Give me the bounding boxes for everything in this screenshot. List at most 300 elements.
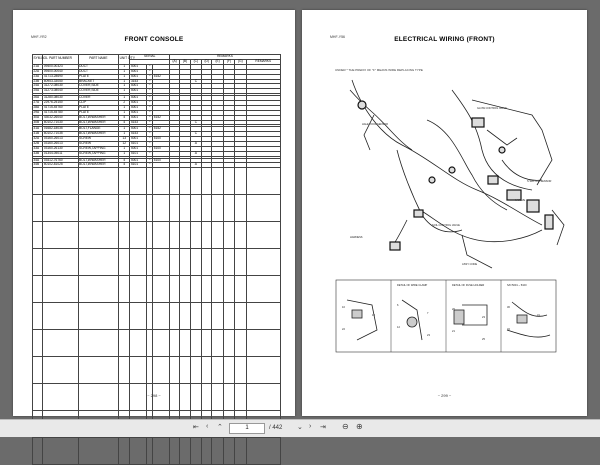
cell-symbol: 34A — [33, 158, 43, 163]
cell-serial-from: 5001 — [130, 64, 147, 69]
cell-symbol: 22A — [33, 69, 43, 74]
cell-serial-from: 5001 — [130, 84, 147, 89]
blank-cell — [246, 438, 280, 465]
viewer-toolbar — [0, 419, 600, 437]
cell-part-name: PLATE — [78, 74, 118, 79]
cell-part-number: 03160-26013 — [43, 137, 78, 142]
cell-serial-sep: ~ — [147, 115, 153, 120]
cell-serial-sep: ~ — [147, 132, 153, 137]
first-page-icon[interactable]: ⇤ — [193, 424, 199, 431]
cell-symbol: 30A — [33, 115, 43, 120]
blank-cell — [169, 276, 179, 303]
blank-cell — [202, 330, 212, 357]
blank-cell — [202, 303, 212, 330]
blank-cell — [119, 276, 130, 303]
header-part-number: PART NUMBER — [43, 55, 78, 65]
cell-serial-sep: ~ — [147, 120, 153, 125]
cell-serial-sep: ~ — [147, 110, 153, 115]
cell-serial-to: 5152 — [153, 127, 170, 132]
cell-symbol: 26A — [33, 96, 43, 101]
blank-cell — [43, 276, 78, 303]
detail-drawings — [347, 300, 550, 340]
blank-cell — [33, 303, 43, 330]
cell-part-number: 09400-00040 — [43, 69, 78, 74]
blank-cell — [43, 438, 78, 465]
blank-cell — [78, 357, 118, 384]
page-up-icon[interactable]: ⌃ — [217, 424, 223, 431]
label-glow-control-valve: GLOW CONTROL VALVE — [477, 107, 507, 110]
cell-serial-from: 5101 — [130, 151, 147, 156]
cell-remark-c: C — [190, 79, 201, 84]
cell-serial-from: 5001 — [130, 89, 147, 94]
cell-serial-sep: ~ — [147, 127, 153, 132]
cell-part-number: 03160-26013 — [43, 142, 78, 147]
cell-serial-sep: ~ — [147, 146, 153, 151]
blank-cell — [33, 357, 43, 384]
blank-cell — [235, 195, 246, 222]
left-page — [13, 10, 295, 416]
detail-2-title: DETAIL OF WIRE CLAMP — [397, 284, 428, 287]
blank-cell — [223, 168, 234, 195]
cell-symbol: 32B — [33, 142, 43, 147]
cell-part-name: BOLT,W/WASHER — [78, 132, 118, 137]
blank-cell — [212, 222, 223, 249]
blank-cell — [235, 222, 246, 249]
diagram-note: UNDER * THE PREFIX OF "F" MEANS WIRE REPLACING TYPE — [335, 68, 423, 72]
blank-cell — [153, 357, 170, 384]
cell-unit-qty: 4 — [119, 120, 130, 125]
cell-part-number: 41715-45780 — [43, 110, 78, 115]
cell-serial-sep: ~ — [147, 142, 153, 147]
right-page — [302, 10, 587, 416]
cell-unit-qty: 2 — [119, 100, 130, 105]
cell-part-number: 01344-05011 — [43, 151, 78, 156]
cell-unit-qty: 1 — [119, 64, 130, 69]
cell-serial-sep: ~ — [147, 151, 153, 156]
page-number: ~ 298 ~ — [147, 393, 161, 398]
cell-unit-qty: 1 — [119, 84, 130, 89]
header-serial: SERIAL — [130, 55, 169, 60]
blank-cell — [153, 222, 170, 249]
blank-cell — [169, 249, 179, 276]
cell-serial-to: 5100 — [153, 137, 170, 142]
cell-remark-c: C — [190, 120, 201, 125]
last-page-icon[interactable]: ⇥ — [320, 424, 326, 431]
callout-number: 6 — [397, 304, 399, 307]
table-row-blank — [33, 168, 281, 195]
blank-cell — [130, 303, 147, 330]
blank-cell — [130, 330, 147, 357]
blank-cell — [43, 222, 78, 249]
blank-cell — [190, 276, 201, 303]
cell-part-name: SCREW — [78, 142, 118, 147]
blank-cell — [119, 438, 130, 465]
callout-number: 31 — [537, 314, 540, 317]
blank-cell — [180, 330, 190, 357]
cell-part-number: 43032-26040 — [43, 115, 78, 120]
parts-table — [32, 54, 281, 465]
cell-symbol: 28A — [33, 105, 43, 110]
blank-cell — [78, 303, 118, 330]
cell-symbol: 31B — [33, 132, 43, 137]
blank-cell — [235, 303, 246, 330]
label-a-valve: A VALVE — [515, 199, 526, 202]
cell-symbol: 24A — [33, 84, 43, 89]
blank-cell — [169, 168, 179, 195]
cell-unit-qty: 4 — [119, 115, 130, 120]
blank-cell — [212, 195, 223, 222]
wiring-diagram — [302, 10, 587, 416]
total-pages: / 442 — [269, 425, 283, 431]
cell-part-name: DUCT — [78, 64, 118, 69]
blank-cell — [33, 195, 43, 222]
cell-symbol: 33B — [33, 151, 43, 156]
blank-cell — [246, 330, 280, 357]
cell-unit-qty: 1 — [119, 105, 130, 110]
blank-cell — [130, 222, 147, 249]
blank-cell — [180, 303, 190, 330]
blank-cell — [202, 357, 212, 384]
blank-cell — [190, 249, 201, 276]
cell-unit-qty: 1 — [119, 151, 130, 156]
cell-part-name: COVER,SIDE — [78, 89, 118, 94]
page-title: ELECTRICAL WIRING (FRONT) — [394, 36, 495, 43]
blank-cell — [212, 303, 223, 330]
cell-part-name: COVER — [78, 96, 118, 101]
header-sub-a: (A) — [169, 59, 179, 64]
cell-serial-sep: ~ — [147, 163, 153, 168]
cell-symbol: 23A — [33, 74, 43, 79]
blank-cell — [246, 168, 280, 195]
cell-part-name: CLIP — [78, 100, 118, 105]
header-sub-f: (F) — [223, 59, 234, 64]
cell-remark-c: A — [190, 151, 201, 156]
blank-cell — [180, 249, 190, 276]
blank-cell — [33, 276, 43, 303]
blank-cell — [202, 168, 212, 195]
blank-cell — [169, 357, 179, 384]
cell-symbol: 25A — [33, 89, 43, 94]
blank-cell — [153, 195, 170, 222]
cell-unit-qty: 1 — [119, 69, 130, 74]
blank-cell — [180, 195, 190, 222]
cell-serial-sep: ~ — [147, 74, 153, 79]
blank-cell — [43, 249, 78, 276]
cell-symbol: 29A — [33, 110, 43, 115]
callout-number: 12 — [397, 326, 400, 329]
cell-part-name: BOLT,W/WASHER — [78, 120, 118, 125]
blank-cell — [212, 357, 223, 384]
cell-serial-sep: ~ — [147, 96, 153, 101]
cell-serial-sep: ~ — [147, 158, 153, 163]
cell-serial-sep: ~ — [147, 105, 153, 110]
cell-serial-sep: ~ — [147, 69, 153, 74]
cell-serial-from: 5101 — [130, 142, 147, 147]
blank-cell — [190, 222, 201, 249]
blank-cell — [169, 303, 179, 330]
header-unit-qty: UNIT Q'TY — [119, 55, 130, 65]
blank-cell — [153, 168, 170, 195]
zoom-out-icon[interactable]: ⊖ — [342, 422, 349, 431]
page-code: MHF-YR2 — [31, 35, 47, 39]
header-remarks: REMARKS — [169, 55, 280, 60]
blank-cell — [119, 330, 130, 357]
blank-cell — [43, 357, 78, 384]
blank-cell — [190, 168, 201, 195]
cell-symbol: 33A — [33, 146, 43, 151]
cell-serial-from: 5001 — [130, 115, 147, 120]
cell-remark-c: A — [190, 163, 201, 168]
callout-number: 23 — [427, 334, 430, 337]
cell-symbol: 31A — [33, 127, 43, 132]
cell-part-number: 60102-71030 — [43, 120, 78, 125]
cell-serial-from: 5153 — [130, 132, 147, 137]
callout-number: 10 — [342, 306, 345, 309]
page-code: MHF-Y56 — [330, 35, 345, 39]
blank-cell — [190, 438, 201, 465]
blank-cell — [223, 222, 234, 249]
cell-serial-from: 5153 — [130, 120, 147, 125]
cell-unit-qty: 13 — [119, 137, 130, 142]
table-row-blank — [33, 222, 281, 249]
blank-cell — [180, 222, 190, 249]
blank-cell — [212, 438, 223, 465]
blank-cell — [33, 249, 43, 276]
cell-remark-c: C — [190, 132, 201, 137]
blank-cell — [202, 438, 212, 465]
blank-cell — [202, 249, 212, 276]
label-hale-tool-sensor: HALE TOOL SENSOR — [362, 123, 389, 126]
blank-cell — [130, 438, 147, 465]
cell-part-number: 03412-76760 — [43, 158, 78, 163]
blank-cell — [78, 330, 118, 357]
blank-cell — [180, 357, 190, 384]
cell-serial-from: 5001 — [130, 105, 147, 110]
cell-symbol: 27A — [33, 100, 43, 105]
blank-cell — [246, 276, 280, 303]
cell-unit-qty: 12 — [119, 142, 130, 147]
label-soil-control-valve: SOIL CONTROL VALVE — [432, 224, 460, 227]
cell-part-name: COVER,SIDE — [78, 84, 118, 89]
cell-unit-qty: 1 — [119, 74, 130, 79]
cell-serial-from: 5001 — [130, 127, 147, 132]
blank-cell — [190, 303, 201, 330]
cell-part-name: PLATE — [78, 105, 118, 110]
blank-cell — [130, 276, 147, 303]
cell-serial-to: 5100 — [153, 158, 170, 163]
cell-serial-sep: ~ — [147, 89, 153, 94]
blank-cell — [169, 222, 179, 249]
blank-cell — [235, 276, 246, 303]
blank-cell — [153, 438, 170, 465]
cell-unit-qty: 1 — [119, 132, 130, 137]
cell-part-name: BOLT,W/WASHER — [78, 158, 118, 163]
blank-cell — [246, 249, 280, 276]
cell-part-number: 31272-08030 — [43, 84, 78, 89]
blank-cell — [169, 438, 179, 465]
cell-unit-qty: 4 — [119, 163, 130, 168]
cell-serial-to: 5152 — [153, 74, 170, 79]
cell-part-number: 41715-45760 — [43, 105, 78, 110]
zoom-in-icon[interactable]: ⊕ — [356, 422, 363, 431]
cell-part-name: SCREW,TAPPING — [78, 151, 118, 156]
blank-cell — [78, 276, 118, 303]
blank-cell — [223, 303, 234, 330]
header-remarks-col: REMARKS — [246, 59, 280, 64]
page-number: ~ 299 ~ — [437, 393, 452, 398]
blank-cell — [119, 303, 130, 330]
cell-serial-from: 3153 — [130, 79, 147, 84]
blank-cell — [153, 249, 170, 276]
blank-cell — [180, 276, 190, 303]
cell-serial-from: 5001 — [130, 74, 147, 79]
next-page-icon[interactable]: › — [309, 423, 312, 430]
blank-cell — [33, 438, 43, 465]
blank-cell — [130, 357, 147, 384]
cell-part-name: BRACKET — [78, 79, 118, 84]
blank-cell — [78, 195, 118, 222]
blank-cell — [246, 303, 280, 330]
header-sub-g: (G) — [235, 59, 246, 64]
table-row-blank — [33, 357, 281, 384]
header-symbol: SYM-BOL — [33, 55, 43, 65]
blank-cell — [190, 195, 201, 222]
blank-cell — [130, 195, 147, 222]
blank-cell — [223, 195, 234, 222]
callout-number: 7 — [427, 312, 429, 315]
table-row-blank — [33, 438, 281, 465]
blank-cell — [223, 330, 234, 357]
page-title: FRONT CONSOLE — [124, 36, 184, 43]
cell-unit-qty: 4 — [119, 158, 130, 163]
cell-part-number: 03160-26130 — [43, 146, 78, 151]
blank-cell — [235, 357, 246, 384]
cell-part-name: DUCT — [78, 69, 118, 74]
callout-number: 32 — [507, 328, 510, 331]
cell-part-number: 31280-08030 — [43, 96, 78, 101]
cell-part-number: 60953-33050 — [43, 79, 78, 84]
cell-unit-qty: 1 — [119, 79, 130, 84]
blank-cell — [119, 168, 130, 195]
label-harness: HARNESS — [350, 236, 363, 239]
blank-cell — [223, 276, 234, 303]
cell-part-number: 22976-25150 — [43, 100, 78, 105]
cell-serial-sep: ~ — [147, 79, 153, 84]
blank-cell — [223, 357, 234, 384]
cell-part-name: SCREW,TAPPING — [78, 146, 118, 151]
current-page-input[interactable]: 1 — [229, 423, 265, 434]
cell-unit-qty: 1 — [119, 110, 130, 115]
callout-number: 25 — [482, 338, 485, 341]
cell-serial-to: 5152 — [153, 115, 170, 120]
header-sub-c: (C) — [190, 59, 201, 64]
cell-part-number: 09400-00323 — [43, 64, 78, 69]
cell-serial-sep: ~ — [147, 64, 153, 69]
blank-cell — [43, 330, 78, 357]
blank-cell — [119, 357, 130, 384]
cell-part-name: SCREW — [78, 137, 118, 142]
cell-symbol: 23B — [33, 79, 43, 84]
blank-cell — [235, 438, 246, 465]
detail-4-title: S/N 5001 ~ 5100 — [507, 284, 527, 287]
label-assy-code: ASSY CODE — [462, 263, 478, 266]
callout-number: 21 — [452, 330, 455, 333]
blank-cell — [190, 330, 201, 357]
cell-symbol: 30B — [33, 120, 43, 125]
blank-cell — [119, 195, 130, 222]
callout-number: 13 — [372, 314, 375, 317]
cell-remark-c: A — [190, 142, 201, 147]
blank-cell — [212, 168, 223, 195]
blank-cell — [235, 330, 246, 357]
cell-symbol: 32A — [33, 137, 43, 142]
detail-3-title: DETAIL OF FUSE HOLDER — [452, 284, 485, 287]
blank-cell — [212, 249, 223, 276]
page-down-icon[interactable]: ⌄ — [297, 424, 303, 431]
blank-cell — [202, 222, 212, 249]
callout-number: 23 — [482, 316, 485, 319]
blank-cell — [235, 249, 246, 276]
cell-part-name: BOLT,W/WASHER — [78, 163, 118, 168]
cell-serial-from: 5101 — [130, 163, 147, 168]
cell-part-name: BOLT,W/WASHER — [78, 115, 118, 120]
callout-number: 30 — [507, 306, 510, 309]
cell-serial-from: 5001 — [130, 100, 147, 105]
previous-page-icon[interactable]: ‹ — [206, 423, 209, 430]
blank-cell — [119, 222, 130, 249]
blank-cell — [212, 330, 223, 357]
label-switch-sensor: S SWITCH SENSOR — [527, 180, 552, 183]
blank-cell — [33, 168, 43, 195]
cell-serial-from: 5001 — [130, 110, 147, 115]
header-sub-d: (D) — [202, 59, 212, 64]
blank-cell — [153, 330, 170, 357]
cell-serial-sep: ~ — [147, 84, 153, 89]
table-row-blank — [33, 330, 281, 357]
blank-cell — [212, 276, 223, 303]
cell-symbol: 21A — [33, 64, 43, 69]
cell-serial-from: 5001 — [130, 137, 147, 142]
table-row-blank — [33, 249, 281, 276]
cell-part-name: BOLT,FLANGE — [78, 127, 118, 132]
blank-cell — [190, 357, 201, 384]
header-sub-e: (E) — [212, 59, 223, 64]
cell-part-name: PLATE — [78, 110, 118, 115]
cell-serial-from: 5001 — [130, 158, 147, 163]
blank-cell — [169, 195, 179, 222]
header-part-name: PART NAME — [78, 55, 118, 65]
table-row-blank — [33, 303, 281, 330]
cell-part-number: 31273-08040 — [43, 89, 78, 94]
blank-cell — [78, 438, 118, 465]
blank-cell — [33, 222, 43, 249]
blank-cell — [202, 276, 212, 303]
blank-cell — [202, 195, 212, 222]
cell-unit-qty: 1 — [119, 127, 130, 132]
cell-unit-qty: 1 — [119, 89, 130, 94]
cell-serial-from: 5001 — [130, 96, 147, 101]
cell-unit-qty: 1 — [119, 146, 130, 151]
blank-cell — [246, 195, 280, 222]
blank-cell — [223, 438, 234, 465]
cell-part-number: 60102-81025 — [43, 163, 78, 168]
cell-serial-sep: ~ — [147, 100, 153, 105]
blank-cell — [153, 303, 170, 330]
cell-unit-qty: 1 — [119, 96, 130, 101]
cell-serial-to: 5100 — [153, 146, 170, 151]
cell-serial-sep: ~ — [147, 137, 153, 142]
table-row-blank — [33, 195, 281, 222]
